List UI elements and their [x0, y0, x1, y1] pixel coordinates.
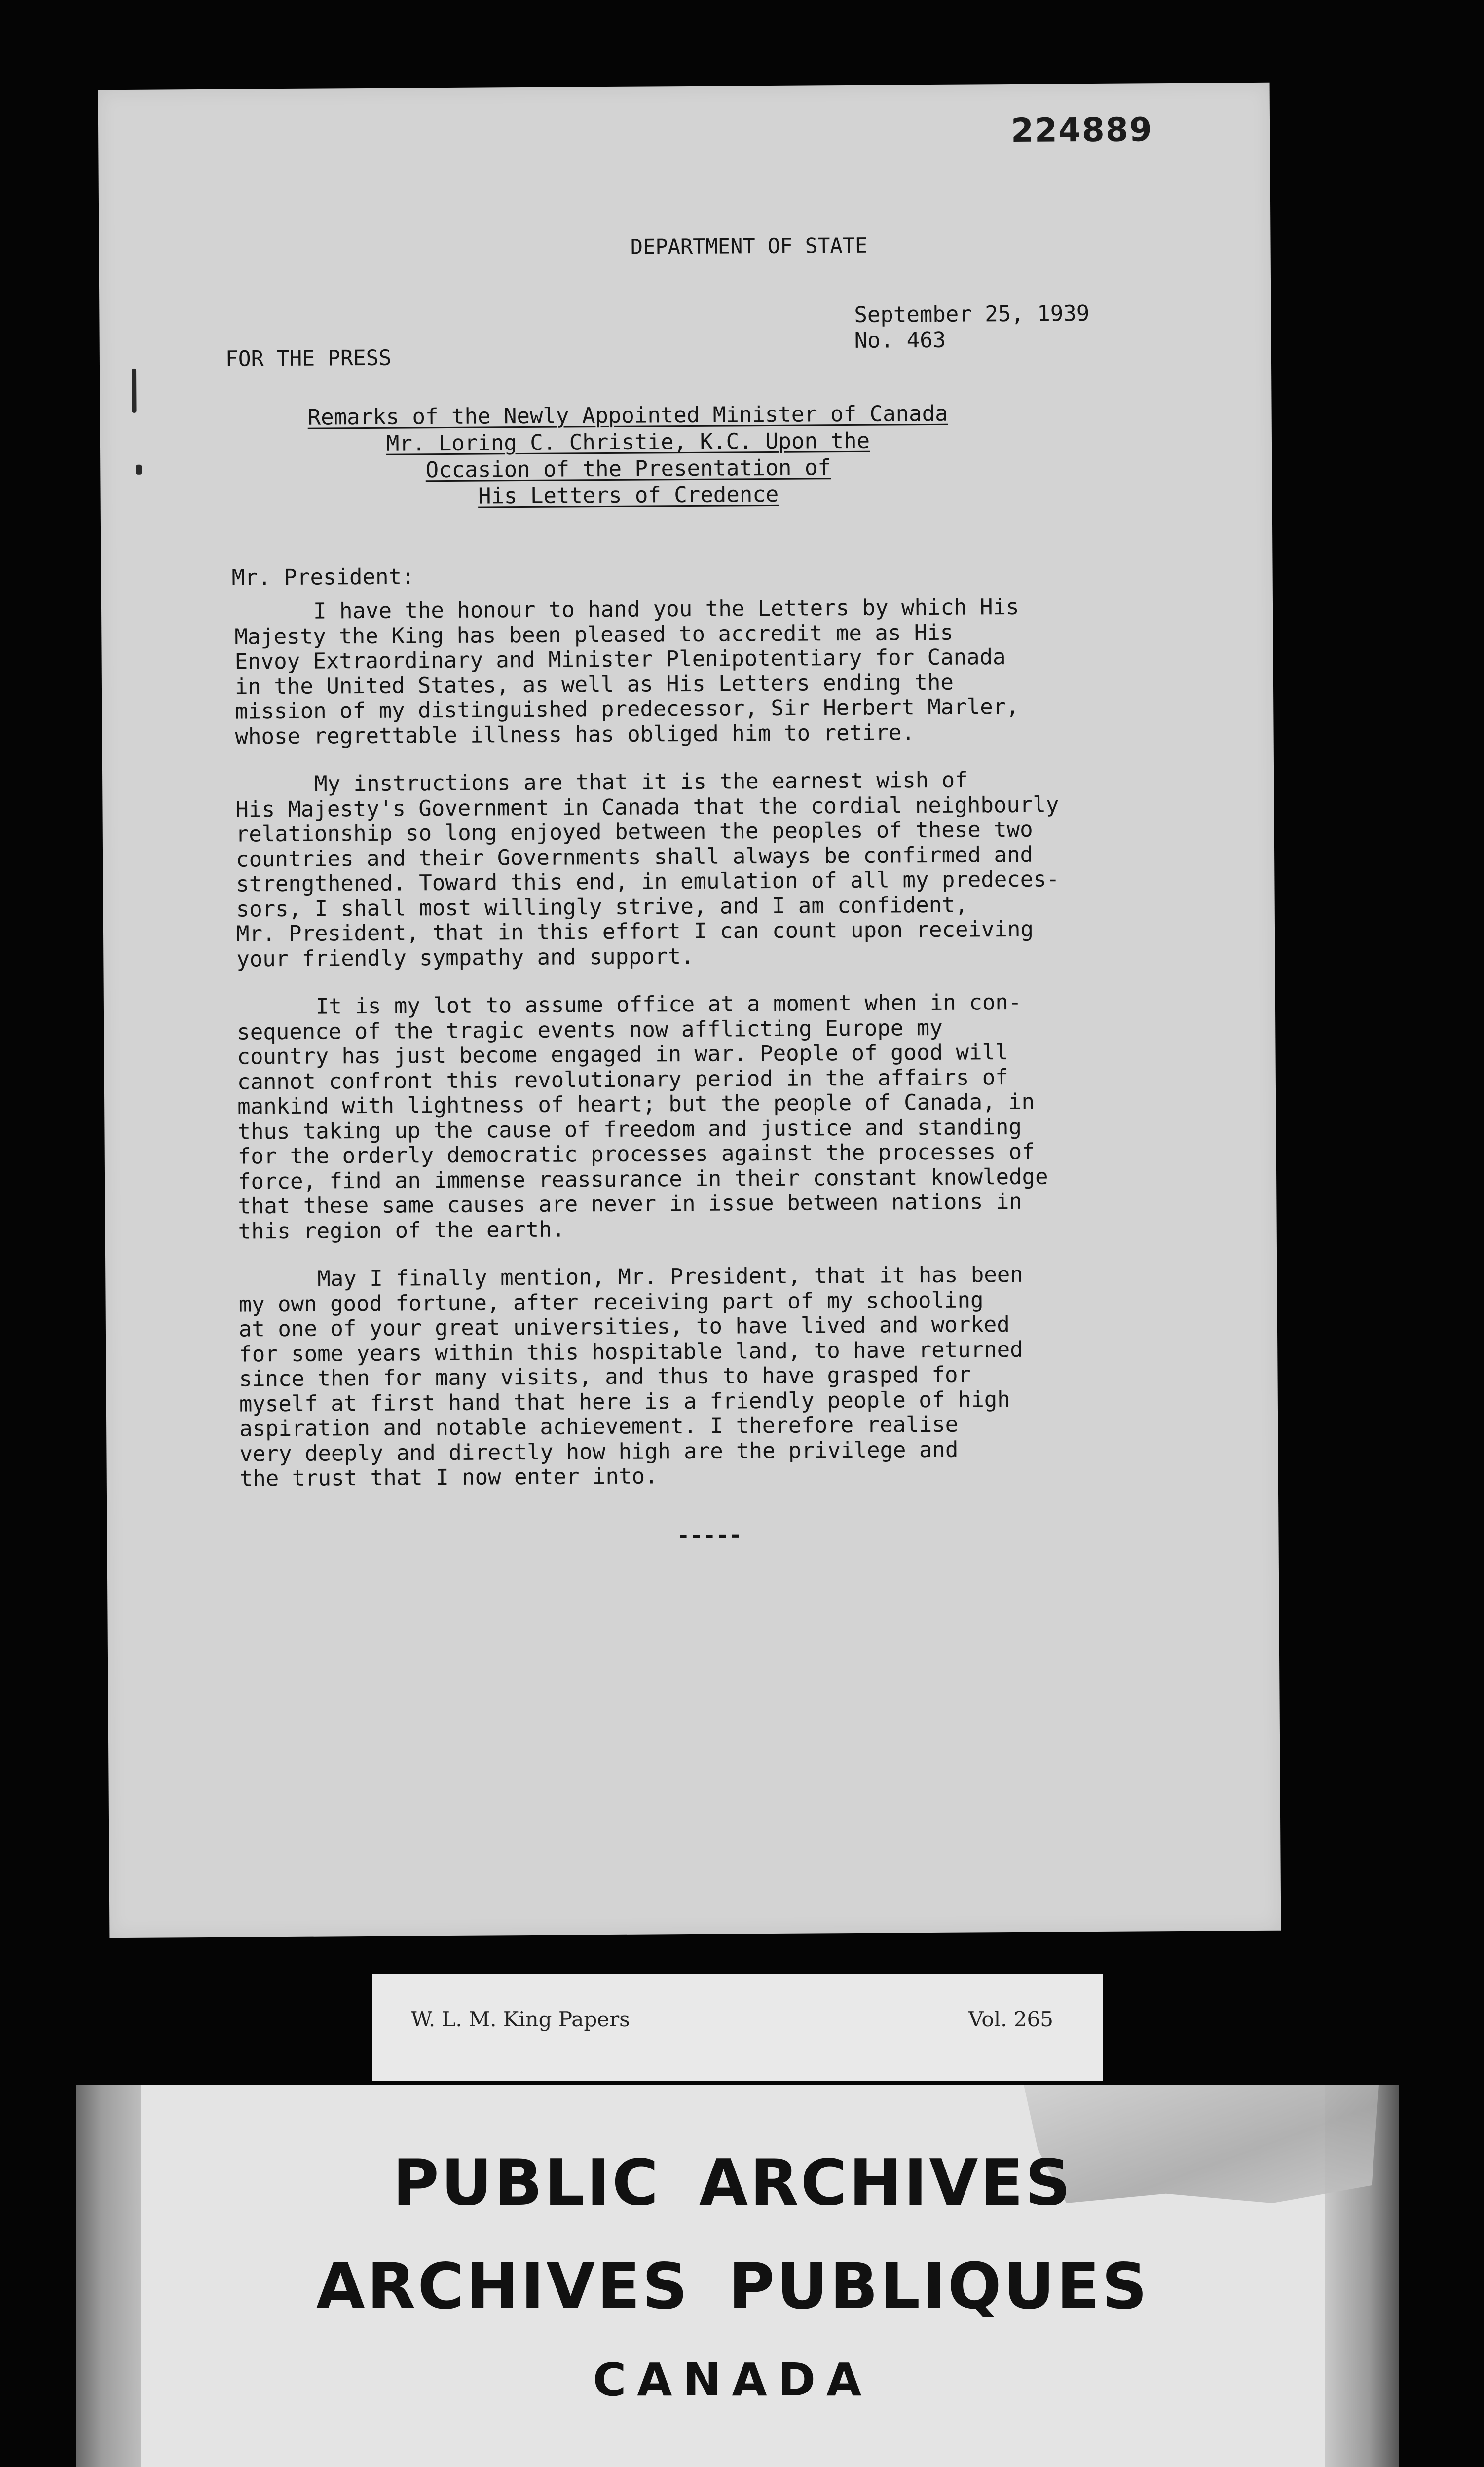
text-line: for some years within this hospitable land, to have returned [239, 1337, 1023, 1367]
text-line: sequence of the tragic events now afflicting Europe my [237, 1015, 943, 1045]
heading-line: Remarks of the Newly Appointed Minister of Canada [307, 401, 948, 430]
document-heading [262, 400, 993, 511]
paragraph [238, 1262, 1177, 1492]
margin-mark [136, 465, 142, 475]
archive-card [76, 2085, 1399, 2467]
body-text [234, 594, 1177, 1515]
volume-number: Vol. 265 [968, 2007, 1053, 2031]
text-line: this region of the earth. [238, 1217, 565, 1244]
text-line: force, find an immense reassurance in their constant knowledge [237, 1164, 1048, 1195]
text-line: thus taking up the cause of freedom and justice and standing [237, 1114, 1022, 1145]
text-line: Majesty the King has been pleased to accredit me as His [234, 620, 954, 650]
text-line: Envoy Extraordinary and Minister Plenipotentiary for Canada [234, 644, 1006, 674]
heading-line: His Letters of Credence [478, 482, 779, 509]
text-line: in the United States, as well as His Letters ending the [234, 670, 954, 700]
text-line: It is my lot to assume office at a moment when in con- [315, 989, 1022, 1019]
archive-title-english: PUBLIC ARCHIVES [393, 2146, 1073, 2220]
text-line: May I finally mention, Mr. President, that it has been [317, 1262, 1023, 1292]
text-line: your friendly sympathy and support. [236, 943, 694, 972]
paragraph [235, 767, 1174, 972]
text-line: the trust that I now enter into. [239, 1463, 658, 1492]
text-line: very deeply and directly how high are the privilege and [239, 1437, 959, 1467]
text-line: since then for many visits, and thus to have grasped for [239, 1362, 971, 1392]
collection-name: W. L. M. King Papers [411, 2007, 630, 2031]
end-mark: ----- [676, 1523, 742, 1549]
text-line: cannot confront this revolutionary period in the affairs of [237, 1064, 1008, 1095]
text-line: country has just become engaged in war. People of good will [237, 1040, 1008, 1070]
text-line: myself at first hand that here is a friendly people of high [239, 1386, 1010, 1417]
text-line: My instructions are that it is the earnest wish of [314, 767, 968, 797]
text-line: strengthened. Toward this end, in emulation of all my predeces- [236, 866, 1060, 897]
text-line: mission of my distinguished predecessor, Sir Herbert Marler, [235, 694, 1019, 724]
text-line: that these same causes are never in issue between nations in [238, 1189, 1022, 1219]
heading-line: Mr. Loring C. Christie, K.C. Upon the [386, 428, 870, 456]
margin-mark [132, 369, 137, 413]
text-line: His Majesty's Government in Canada that the cordial neighbourly [235, 791, 1059, 822]
text-line: countries and their Governments shall always be confirmed and [235, 842, 1034, 872]
press-line: FOR THE PRESS [225, 345, 392, 372]
text-line: relationship so long enjoyed between the peoples of these two [235, 817, 1033, 847]
text-line: whose regrettable illness has obliged him to retire. [235, 719, 915, 749]
release-date: September 25, 1939 [854, 301, 1090, 328]
dateline [854, 301, 1089, 354]
salutation: Mr. President: [231, 564, 415, 591]
text-line: sors, I shall most willingly strive, and I am confident, [236, 892, 968, 922]
text-line: I have the honour to hand you the Letters by which His [313, 594, 1019, 624]
archive-country: CANADA [593, 2354, 873, 2406]
paragraph [237, 989, 1176, 1244]
text-line: aspiration and notable achievement. I therefore realise [239, 1412, 959, 1442]
text-line: mankind with lightness of heart; but the people of Canada, in [237, 1089, 1035, 1120]
card-edge [76, 2085, 141, 2467]
text-line: my own good fortune, after receiving part of my schooling [238, 1287, 984, 1317]
letterhead: DEPARTMENT OF STATE [630, 233, 868, 259]
text-line: Mr. President, that in this effort I can count upon receiving [236, 916, 1034, 947]
release-number: No. 463 [854, 327, 946, 353]
document-page [98, 83, 1281, 1938]
text-line: for the orderly democratic processes against the processes of [237, 1139, 1035, 1169]
reference-label [372, 1974, 1103, 2081]
archive-title-french: ARCHIVES PUBLIQUES [316, 2250, 1150, 2323]
document-number: 224889 [1010, 111, 1153, 150]
paragraph [234, 594, 1173, 749]
text-line: at one of your great universities, to have lived and worked [238, 1312, 1010, 1342]
heading-line: Occasion of the Presentation of [425, 455, 831, 483]
